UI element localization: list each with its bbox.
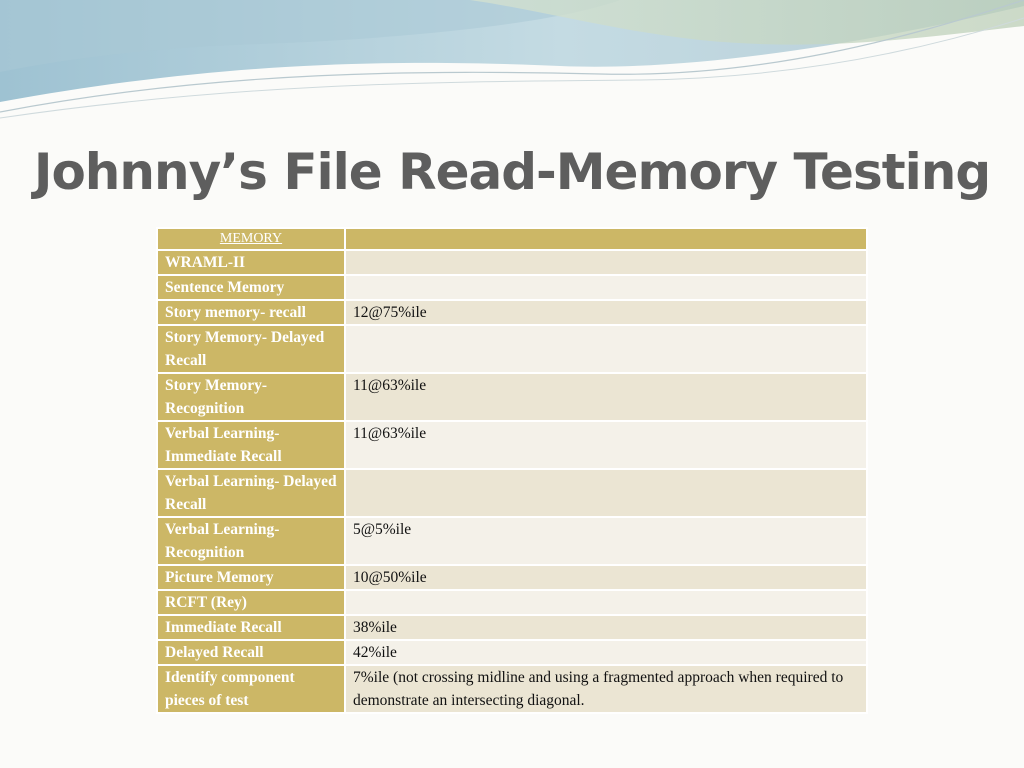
test-name-cell: Picture Memory [157,565,345,590]
table-row [157,275,867,300]
table-row [157,421,867,469]
memory-testing-table [156,227,868,714]
table-row [157,640,867,665]
score-cell: 11@63%ile [345,421,867,469]
header-value-cell [345,228,867,250]
test-name-cell: Verbal Learning- Immediate Recall [157,421,345,469]
score-cell [345,325,867,373]
test-name-cell: Sentence Memory [157,275,345,300]
score-cell: 5@5%ile [345,517,867,565]
test-name-cell: Story Memory- Delayed Recall [157,325,345,373]
score-cell: 12@75%ile [345,300,867,325]
score-cell [345,250,867,275]
score-cell [345,590,867,615]
table-row [157,300,867,325]
table-row [157,615,867,640]
test-name-cell: WRAML-II [157,250,345,275]
slide-title: Johnny’s File Read-Memory Testing [33,143,991,201]
score-cell [345,275,867,300]
score-cell: 42%ile [345,640,867,665]
test-name-cell: Immediate Recall [157,615,345,640]
score-cell: 38%ile [345,615,867,640]
test-name-cell: Verbal Learning- Recognition [157,517,345,565]
table-header-row [157,228,867,250]
score-cell: 10@50%ile [345,565,867,590]
top-wave-decoration [0,0,1024,125]
table-row [157,250,867,275]
score-cell: 7%ile (not crossing midline and using a fragmented approach when required to demonstrate an intersecting diagonal. [345,665,867,713]
test-name-cell: Verbal Learning- Delayed Recall [157,469,345,517]
test-name-cell: RCFT (Rey) [157,590,345,615]
table-row [157,325,867,373]
table-row [157,517,867,565]
test-name-cell: Delayed Recall [157,640,345,665]
test-name-cell: Story Memory- Recognition [157,373,345,421]
table-row [157,665,867,713]
table-row [157,565,867,590]
table-row [157,469,867,517]
test-name-cell: Story memory- recall [157,300,345,325]
score-cell [345,469,867,517]
score-cell: 11@63%ile [345,373,867,421]
table-row [157,373,867,421]
header-label-cell: MEMORY [157,228,345,250]
table-row [157,590,867,615]
test-name-cell: Identify component pieces of test [157,665,345,713]
